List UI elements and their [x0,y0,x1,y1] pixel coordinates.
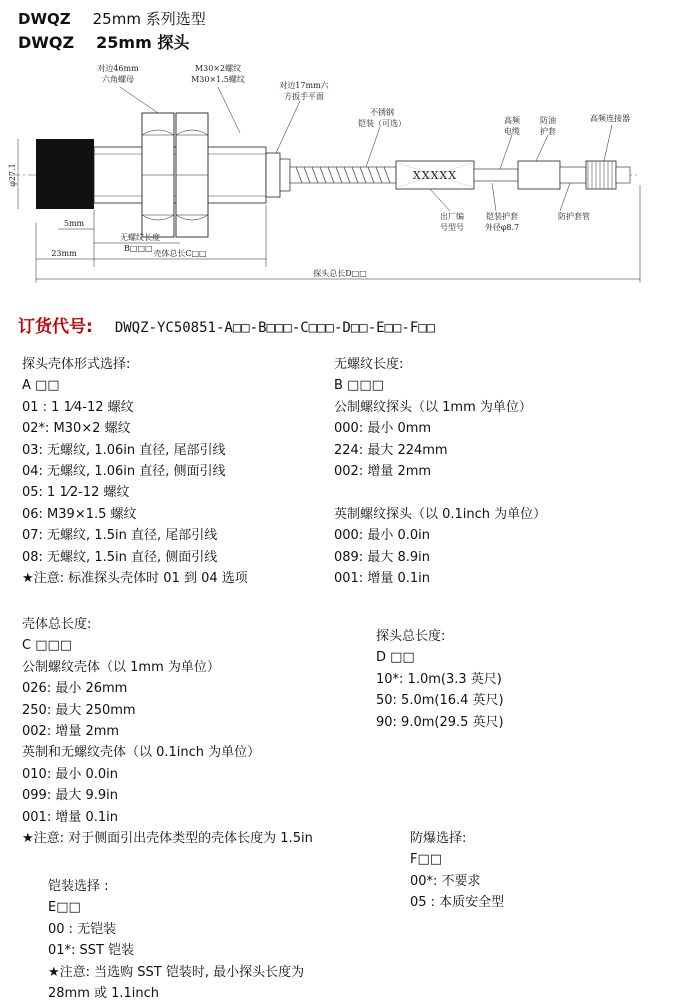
wrench-flat [266,153,280,197]
armored-cable [290,167,396,183]
hf-cable-label: 高频 [504,116,520,125]
thread-label: M30×2螺纹 [194,64,242,73]
factory-no-label: 出厂编 [440,212,464,221]
oil-sleeve [518,161,560,189]
spec-line: 001: 增量 0.1in [334,571,430,587]
spec-line: 90: 9.0m(29.5 英尺) [376,714,504,730]
header-line-2 [18,30,189,53]
section-c-case-length [22,614,313,849]
section-a-housing [22,354,248,589]
hex-nut-1 [142,113,174,237]
spec-line: 防爆选择: [410,831,467,846]
header-model-2: DWQZ [18,33,75,52]
order-code-row [18,312,435,337]
spec-line: 001: 增量 0.1in [22,809,118,825]
spec-line: 07: 无螺纹, 1.5in 直径, 尾部引线 [22,528,218,544]
spec-line: D □□ [376,650,415,666]
probe-length-label: 探头总长D□□ [313,269,367,278]
case-length-label: 壳体总长C□□ [153,249,207,258]
armor-sleeve-label: 外径φ8.7 [484,223,520,232]
section-e-armor [48,876,304,1004]
spec-line: 28mm 或 1.1inch [48,986,160,1002]
spec-line: 50: 5.0m(16.4 英尺) [376,693,504,709]
spec-line: 05: 1 1⁄2-12 螺纹 [22,485,130,501]
spec-line: 01 : 1 1⁄4-12 螺纹 [22,399,134,415]
spec-line: 03: 无螺纹, 1.06in 直径, 尾部引线 [22,442,226,458]
spec-line: 026: 最小 26mm [22,681,128,697]
spec-line: 06: M39×1.5 螺纹 [22,506,137,522]
spec-line [334,482,546,503]
spec-line: E□□ [48,900,81,916]
factory-no-label: 号型号 [440,223,464,232]
thread-label: M30×1.5螺纹 [191,75,245,84]
spec-line: 05 : 本质安全型 [410,895,505,911]
spec-line: B □□□ [334,378,384,394]
hex-nut-label: 六角螺母 [102,75,134,84]
spec-line: F□□ [410,852,443,868]
hf-cable [474,169,518,181]
hex-nut-2 [176,113,208,237]
spec-line: 089: 最大 8.9in [334,549,430,565]
section-f-explosion-proof [410,828,504,914]
spec-line: 00 : 无铠装 [48,921,117,937]
spec-line: 002: 增量 2mm [22,724,120,740]
spec-line: A □□ [22,378,60,394]
spec-line: 英制螺纹探头（以 0.1inch 为单位） [334,506,547,522]
spec-line: C □□□ [22,638,73,654]
spec-line: 00*: 不要求 [410,873,481,889]
header-series-text: 25mm 系列选型 [92,10,206,28]
spec-line: ★注意: 标准探头壳体时 01 到 04 选项 [22,571,248,587]
spec-line: 010: 最小 0.0in [22,766,118,782]
spec-line: ★注意: 当选购 SST 铠装时, 最小探头长度为 [48,964,305,980]
spec-line: 08: 无螺纹, 1.5in 直径, 侧面引线 [22,549,218,565]
oil-sleeve-label: 护套 [540,127,556,136]
no-thread-length-label: 无螺纹长度 [120,233,160,242]
spec-line: 02*: M30×2 螺纹 [22,421,131,437]
spec-line: 探头总长度: [376,629,446,644]
header-model: DWQZ [18,10,71,28]
spec-line: ★注意: 对于侧面引出壳体类型的壳体长度为 1.5in [22,831,313,847]
order-code: DWQZ-YC50851-A□□-B□□□-C□□□-D□□-E□□-F□□ [114,320,436,336]
header-line-1 [18,8,206,29]
diameter-label: φ27.1 [8,163,17,187]
section-b-unthreaded-length [334,354,546,589]
spec-line: 000: 最小 0mm [334,421,432,437]
spec-line: 04: 无螺纹, 1.06in 直径, 侧面引线 [22,464,226,480]
probe-drawing [0,55,700,295]
oil-sleeve-label: 防油 [540,116,556,125]
hex-nut-label: 对边46mm [97,64,139,73]
sleeve-tube-label: 防护套管 [558,212,590,221]
section-d-probe-length [376,626,504,733]
spec-line: 01*: SST 铠装 [48,943,135,959]
spec-line: 099: 最大 9.9in [22,788,118,804]
spec-line: 探头壳体形式选择: [22,357,131,372]
spec-line: 10*: 1.0m(3.3 英尺) [376,671,502,687]
hf-connector [586,161,616,189]
order-label: 订货代号: [18,317,93,337]
serial-text: XXXXX [412,169,458,182]
header-probe-text: 25mm 探头 [96,33,190,52]
dim-5mm-label: 5mm [63,219,85,228]
armor-sleeve-label: 铠装护套 [486,212,518,221]
hf-cable-label: 电缆 [504,127,520,136]
no-thread-length-label: B□□□ [124,244,153,253]
spec-line: 铠装选择 : [48,879,109,894]
spec-line: 224: 最大 224mm [334,442,448,458]
spec-line: 000: 最小 0.0in [334,528,430,544]
flat-label: 方扳手平面 [284,92,324,101]
spec-line: 公制螺纹壳体（以 1mm 为单位） [22,659,220,675]
spec-line: 壳体总长度: [22,617,92,632]
probe-tip [36,139,94,209]
spec-line: 无螺纹长度: [334,357,404,372]
spec-line: 英制和无螺纹壳体（以 0.1inch 为单位） [22,745,261,761]
spec-line: 250: 最大 250mm [22,702,136,718]
spec-line: 002: 增量 2mm [334,464,432,480]
hf-connector-label: 高频连接器 [590,114,630,123]
dim-23mm-label: 23mm [51,249,77,258]
spec-line: 公制螺纹探头（以 1mm 为单位） [334,399,532,415]
armor-label: 不锈钢 [370,108,394,117]
flat-label: 对边17mm六 [279,81,329,90]
armor-label: 铠装（可选） [358,119,406,128]
